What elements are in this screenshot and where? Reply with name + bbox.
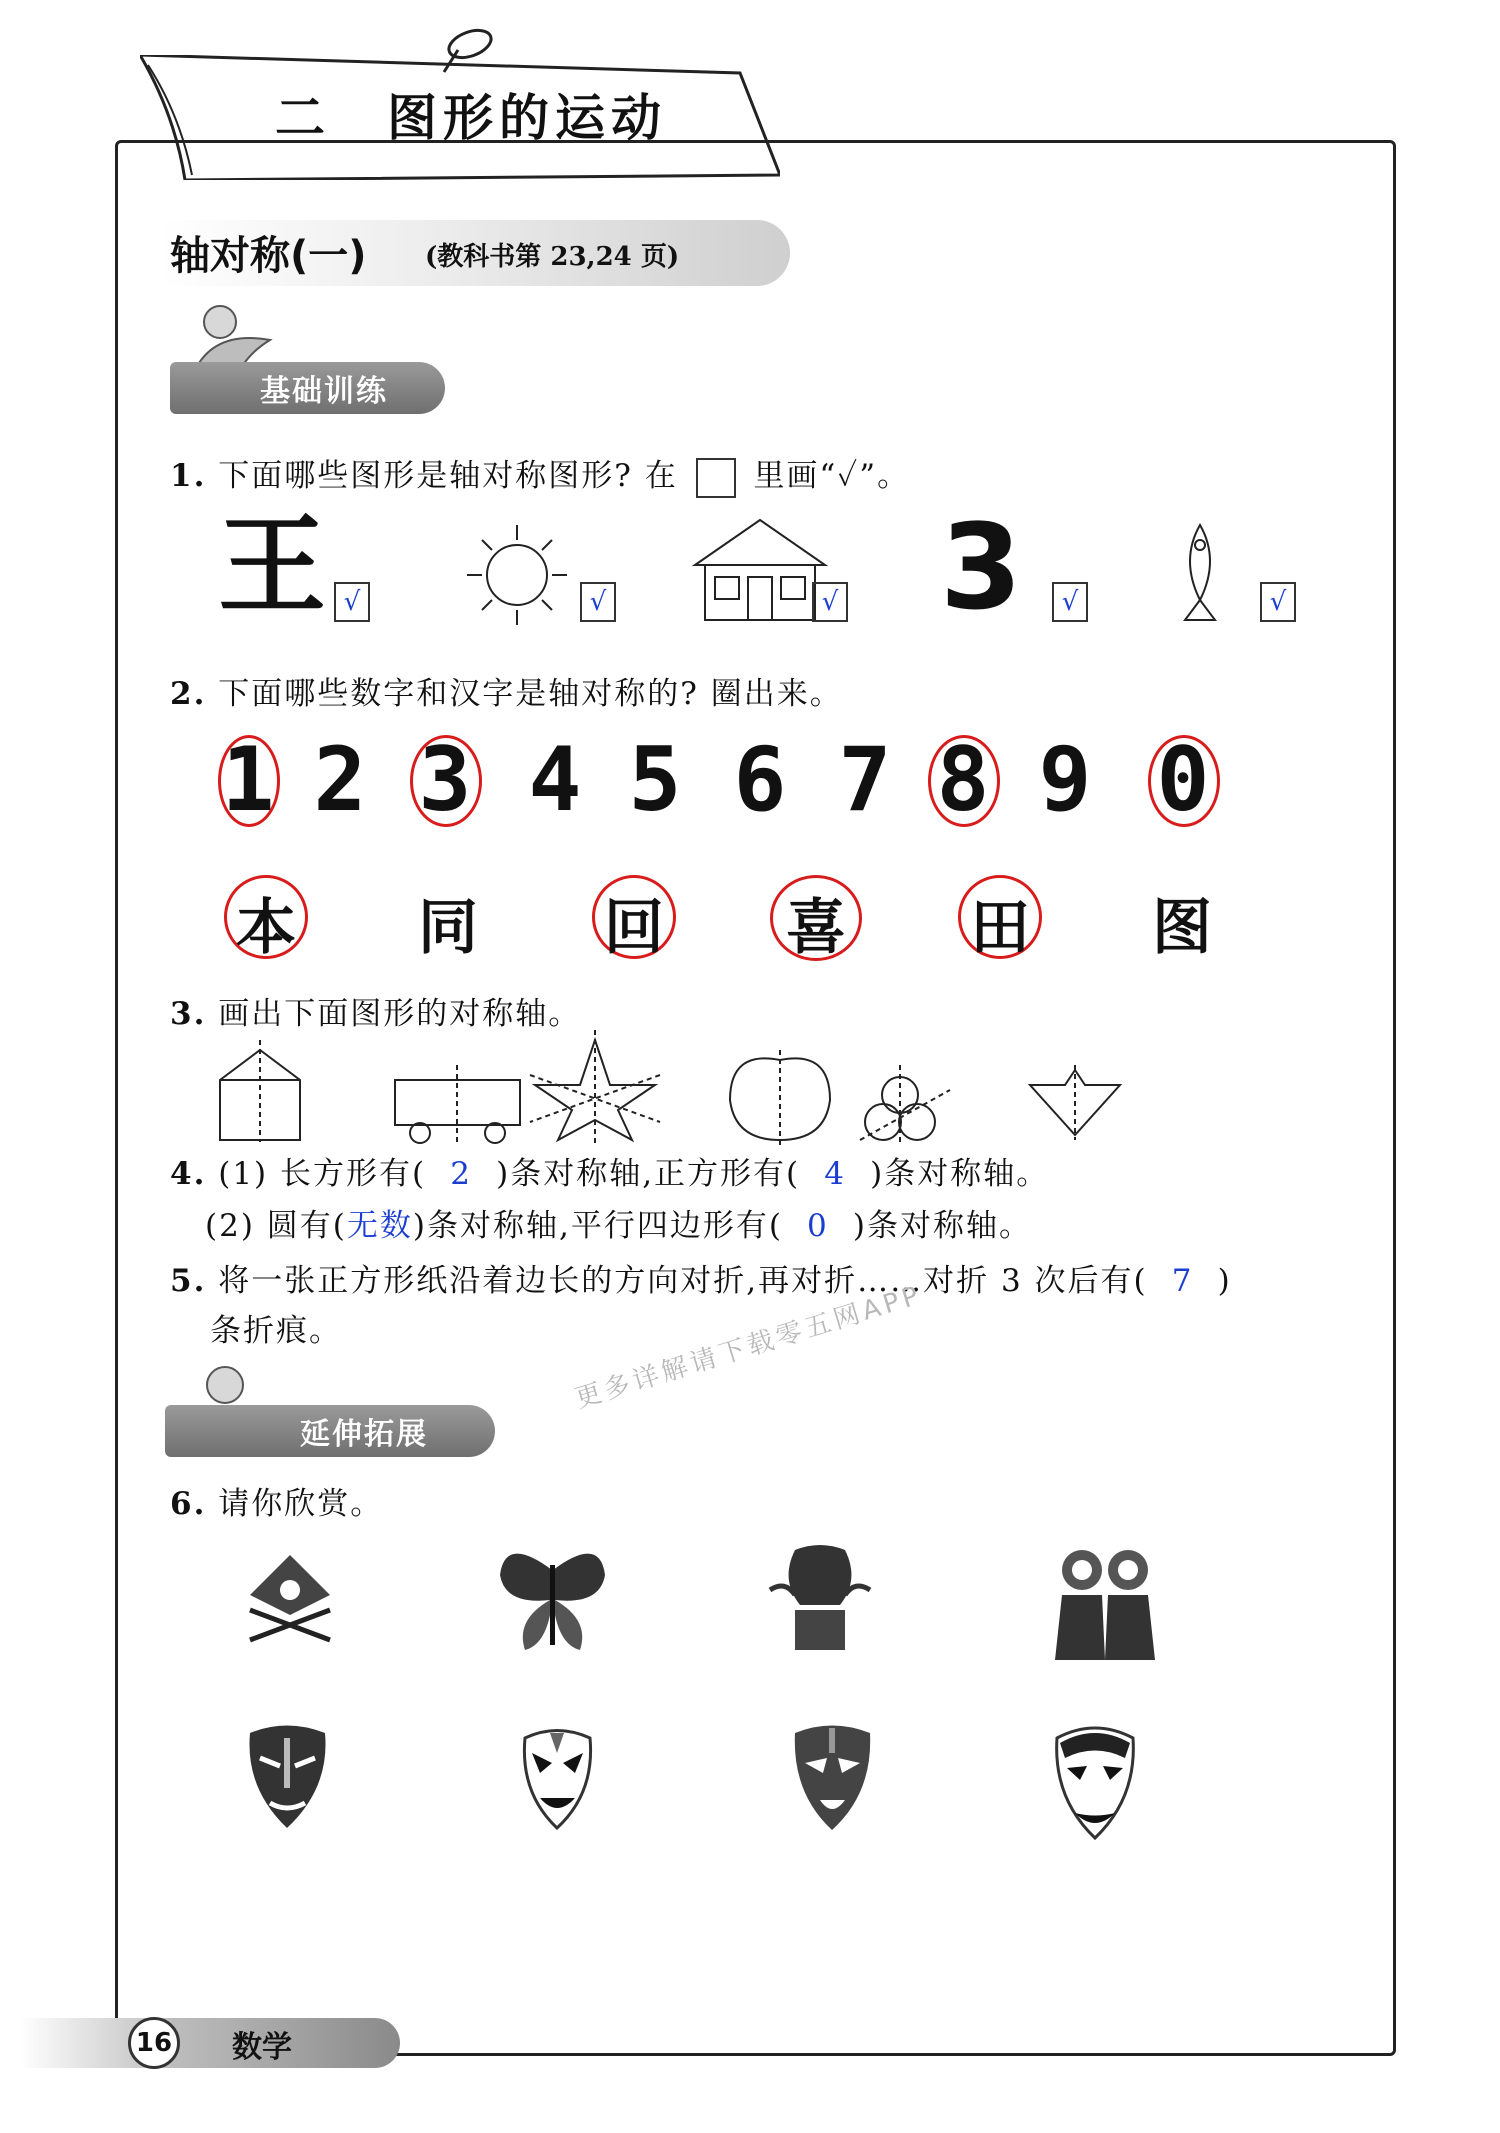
q2-char-2: 同 — [418, 893, 478, 963]
q1-checkbox-2[interactable]: √ — [580, 582, 616, 622]
q2-digit-0: 0 — [1156, 728, 1210, 831]
subject-label: 数学 — [232, 2030, 292, 2065]
q4-line1-part2: )条对称轴,正方形有( — [496, 1156, 801, 1192]
house-icon — [690, 515, 830, 625]
q4-line1-part3: )条对称轴。 — [870, 1156, 1050, 1192]
q3-shapes — [210, 1030, 1170, 1145]
q1-number: 1. — [170, 458, 207, 494]
opera-mask-image-3 — [785, 1718, 880, 1833]
q2-number: 2. — [170, 676, 207, 712]
q6-prompt — [170, 1478, 383, 1523]
q1-box-sample — [696, 458, 736, 498]
star-shape — [530, 1030, 660, 1145]
chapter-title: 二 图形的运动 — [275, 89, 667, 147]
q2-char-3: 回 — [604, 893, 664, 963]
q6-text: 请你欣赏。 — [218, 1486, 384, 1522]
q5-text: 将一张正方形纸沿着边长的方向对折,再对折……对折 3 次后有( — [218, 1263, 1148, 1299]
q4-line2-part1: (2) 圆有( — [205, 1208, 347, 1244]
opera-mask-image-2 — [510, 1718, 605, 1833]
q2-char-6: 图 — [1152, 893, 1212, 963]
q1-checkbox-5[interactable]: √ — [1260, 582, 1296, 622]
q4-answer-square: 4 — [824, 1156, 847, 1192]
q3-number: 3. — [170, 996, 207, 1032]
q2-digit-3: 3 — [418, 728, 472, 831]
q2-digit-8: 8 — [936, 728, 990, 831]
opera-mask-image-4 — [1045, 1718, 1145, 1843]
q4-line2-part3: )条对称轴。 — [852, 1208, 1033, 1244]
watermark: 更多详解请下载零五网APP — [571, 1280, 926, 1415]
q2-digit-4: 4 — [528, 728, 582, 831]
q4-line1-part1: (1) 长方形有( — [218, 1156, 427, 1192]
kite-shape — [1030, 1065, 1120, 1140]
q2-digit-1: 1 — [221, 728, 275, 831]
trefoil-shape — [860, 1065, 950, 1145]
q4-line1 — [170, 1148, 1049, 1193]
q5-line2: 条折痕。 — [210, 1313, 342, 1349]
q2-prompt — [170, 668, 843, 713]
pentagon-house-shape — [220, 1040, 300, 1142]
q3-text: 画出下面图形的对称轴。 — [218, 996, 582, 1032]
butterfly-image — [495, 1540, 610, 1660]
q5-line1 — [170, 1255, 1232, 1300]
q5-answer: 7 — [1171, 1263, 1194, 1299]
badge-basic-training: 基础训练 — [170, 362, 445, 414]
page-number: 16 — [128, 2017, 180, 2069]
q1-checkbox-4[interactable]: √ — [1052, 582, 1088, 622]
q5-number: 5. — [170, 1263, 207, 1299]
q4-answer-parallelogram: 0 — [807, 1208, 829, 1244]
opera-mask-image-1 — [240, 1718, 335, 1833]
santa-pair-image — [1040, 1540, 1170, 1665]
kite-ornament-image — [240, 1545, 340, 1655]
q5-text-end: ) — [1217, 1263, 1232, 1299]
sun-icon — [462, 520, 572, 630]
q1-checkbox-1[interactable]: √ — [334, 582, 370, 622]
q1-text: 下面哪些图形是轴对称图形? 在 — [218, 458, 678, 494]
q2-char-5: 田 — [970, 893, 1030, 963]
cart-shape — [395, 1065, 520, 1145]
q4-number: 4. — [170, 1156, 207, 1192]
q4-answer-rectangle: 2 — [450, 1156, 472, 1192]
q2-char-4: 喜 — [786, 893, 846, 963]
q2-digit-6: 6 — [733, 728, 787, 831]
footer-band — [20, 2018, 400, 2068]
q4-answer-circle: 无数 — [346, 1208, 413, 1244]
q2-char-1: 本 — [236, 893, 296, 963]
section-ref: (教科书第 23,24 页) — [425, 242, 680, 272]
q4-line2 — [205, 1200, 1032, 1245]
badge-extension: 延伸拓展 — [165, 1405, 495, 1457]
q2-digit-9: 9 — [1038, 728, 1092, 831]
q2-digit-2: 2 — [313, 728, 367, 831]
q6-number: 6. — [170, 1486, 207, 1522]
q1-prompt — [170, 450, 910, 498]
paper-cut-vase-image — [765, 1540, 875, 1660]
q1-text-after: 里画“✓”。 — [753, 458, 911, 494]
q1-checkbox-3[interactable]: √ — [812, 582, 848, 622]
heart-leaf-shape — [730, 1050, 830, 1145]
q2-text: 下面哪些数字和汉字是轴对称的? 圈出来。 — [218, 676, 843, 712]
fish-icon — [1175, 520, 1225, 625]
section-title: 轴对称(一) — [170, 233, 367, 279]
q1-item-wang: 王 — [218, 504, 327, 629]
pushpin-icon — [430, 22, 500, 77]
q4-line2-part2: )条对称轴,平行四边形有( — [412, 1208, 783, 1244]
q2-digit-7: 7 — [838, 728, 892, 831]
q3-prompt — [170, 988, 581, 1033]
q2-digit-5: 5 — [628, 728, 682, 831]
q1-item-three: 3 — [940, 498, 1023, 636]
